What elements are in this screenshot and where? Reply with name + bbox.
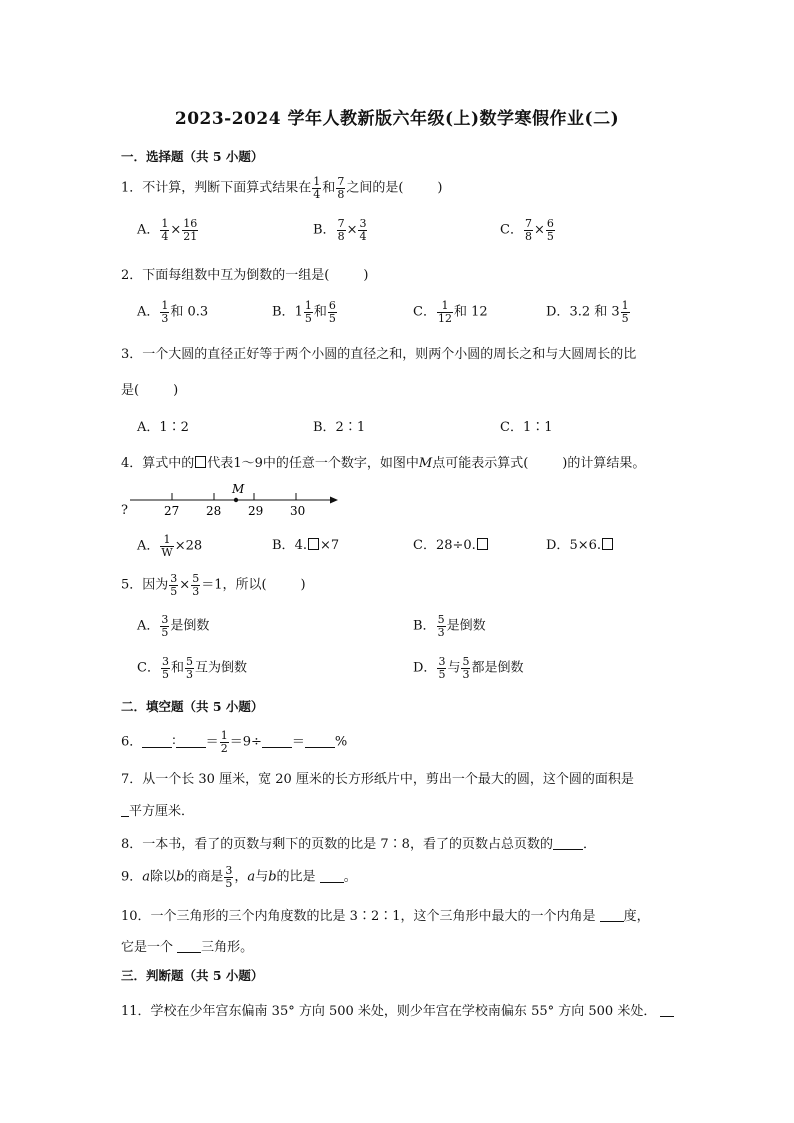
section-heading-fill: 二．填空题（共 5 小题） — [121, 699, 264, 714]
arrow-icon — [330, 497, 338, 504]
question-text: 之间的是( — [346, 180, 404, 196]
blank-box-icon — [477, 538, 488, 550]
question-1 — [121, 176, 442, 200]
paren-close: ) — [437, 180, 443, 196]
question-3-continued: 是( ) — [121, 383, 179, 398]
question-10: 10．一个三角形的三个内角度数的比是 3∶2∶1，这个三角形中最大的一个内角是 度， — [121, 909, 650, 924]
tick-label: 28 — [206, 504, 222, 518]
option-c: C． $\frac{7}{8}$ × $\frac{6}{5}$ — [500, 217, 554, 243]
option-c: C．28÷0. — [413, 534, 489, 553]
question-6: 6． ∶ ＝ $\frac{1}{2}$ ＝9÷ ＝ % — [121, 729, 348, 755]
option-b: B．2∶1 — [313, 420, 366, 435]
option-a: A． $\frac{1}{3}$ 和 0.3 — [137, 299, 209, 325]
option-b: B． $\frac{5}{3}$ 是倒数 — [413, 613, 486, 639]
question-10-continued: 它是一个 三角形。 — [121, 940, 254, 955]
option-c: C．1∶1 — [500, 420, 553, 435]
question-2: 2．下面每组数中互为倒数的一组是( ) — [121, 268, 369, 283]
question-text: 不计算，判断下面算式结果在 — [142, 180, 312, 196]
question-4: 4．算式中的 代表1～9中的任意一个数字，如图中M点可能表示算式( )的计算结果。 — [121, 456, 646, 471]
question-5: 5．因为 $\frac{3}{5}$ × $\frac{5}{3}$ ＝1，所以( ) — [121, 572, 306, 598]
option-a: A． $\frac{1}{W}$ ×28 — [137, 533, 203, 559]
option-c: C． $\frac{1}{12}$ 和 12 — [413, 299, 488, 325]
tick-label: 30 — [290, 504, 306, 518]
question-7: 7．从一个长 30 厘米，宽 20 厘米的长方形纸片中，剪出一个最大的圆，这个圆的面积是 — [121, 772, 634, 787]
question-3: 3．一个大圆的直径正好等于两个小圆的直径之和，则两个小圆的周长之和与大圆周长的比 — [121, 347, 637, 362]
question-11: 11．学校在少年宫东偏南 35° 方向 500 米处，则少年宫在学校南偏东 55° 方向 500 米处． — [121, 1000, 674, 1019]
option-b: B．4. ×7 — [272, 538, 340, 553]
section-heading-judge: 三．判断题（共 5 小题） — [121, 968, 264, 983]
section-heading-choice: 一．选择题（共 5 小题） — [121, 149, 264, 164]
option-d: D． $\frac{3}{5}$ 与 $\frac{5}{3}$ 都是倒数 — [413, 655, 524, 681]
question-mark: ? — [121, 503, 128, 518]
fraction: $\frac{1}{4}$ — [313, 175, 321, 201]
blank-box-icon — [602, 538, 613, 550]
option-c: C． $\frac{3}{5}$ 和 $\frac{5}{3}$ 互为倒数 — [137, 655, 247, 681]
question-text: 和 — [322, 180, 336, 196]
option-d: D．3.2 和 3 $\frac{1}{5}$ — [546, 299, 629, 325]
option-b: B． $\frac{7}{8}$ × $\frac{3}{4}$ — [313, 217, 367, 243]
question-number: 1． — [121, 180, 143, 196]
option-d: D．5×6. — [546, 534, 614, 553]
point-m-label: M — [232, 482, 245, 496]
tick-label: 29 — [248, 504, 264, 518]
question-8: 8．一本书，看了的页数与剩下的页数的比是 7∶8，看了的页数占总页数的 ． — [121, 837, 596, 852]
option-b: B．1 $\frac{1}{5}$ 和 $\frac{6}{5}$ — [272, 299, 336, 325]
option-a: A． $\frac{3}{5}$ 是倒数 — [137, 613, 210, 639]
point-m — [234, 498, 238, 502]
question-7-continued: 平方厘米． — [121, 800, 194, 819]
page-title: 2023-2024 学年人教新版六年级(上)数学寒假作业(二) — [174, 109, 620, 129]
blank-box-icon — [308, 538, 319, 550]
blank-box-icon — [195, 456, 206, 468]
option-a: A． $\frac{1}{4}$ × $\frac{16}{21}$ — [137, 217, 198, 243]
tick-label: 27 — [164, 504, 180, 518]
fraction: $\frac{7}{8}$ — [337, 175, 345, 201]
option-a: A．1∶2 — [137, 420, 189, 435]
question-9: 9．a除以b的商是 $\frac{3}{5}$ ，a与b的比是 。 — [121, 864, 357, 890]
number-line — [128, 480, 342, 520]
